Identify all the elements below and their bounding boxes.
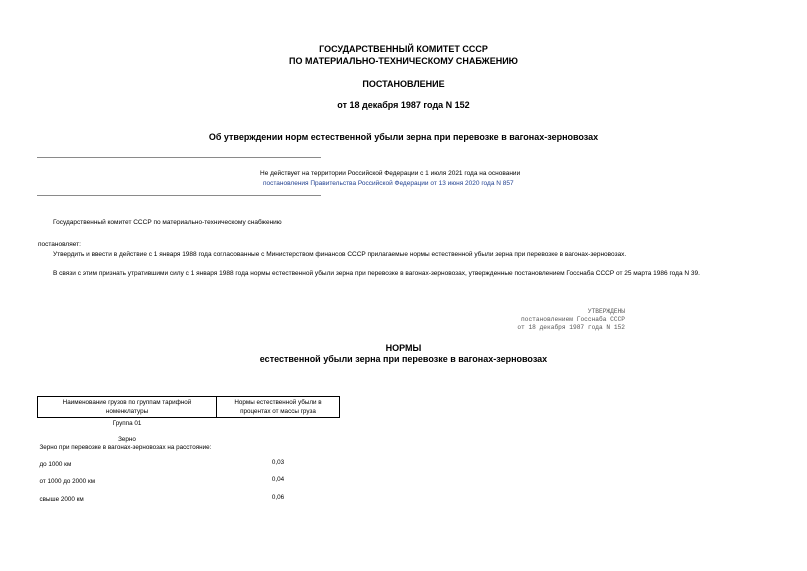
document-date-number: от 18 декабря 1987 года N 152 — [337, 100, 470, 110]
divider-bottom — [37, 195, 321, 196]
loss-value: 0,03 — [271, 458, 285, 466]
norms-subtitle: естественной убыли зерна при перевозке в вагонах-зерновозах — [259, 354, 548, 364]
document-type: ПОСТАНОВЛЕНИЕ — [362, 79, 445, 89]
category-description: Зерно при перевозке в вагонах-зерновозах на расстояние: — [39, 444, 212, 451]
distance-label: до 1000 км — [39, 460, 72, 468]
validity-notice: Не действует на территории Российской Федерации с 1 июля 2021 года на основании — [260, 170, 521, 177]
issuer-line-1: ГОСУДАРСТВЕННЫЙ КОМИТЕТ СССР — [319, 44, 488, 54]
table-row — [38, 469, 340, 487]
paragraph-approve: Утвердить и ввести в действие с 1 января 1988 года согласованные с Министерством финансов СССР прилагаемые нормы естественной убыли зерна при перевозке в вагонах-зерновозах. — [53, 251, 627, 258]
table-row — [38, 487, 340, 505]
group-label: Группа 01 — [112, 420, 142, 427]
issuer-line-2: ПО МАТЕРИАЛЬНО-ТЕХНИЧЕСКОМУ СНАБЖЕНИЮ — [289, 56, 518, 66]
loss-value: 0,06 — [271, 493, 285, 501]
category-label: Зерно — [118, 435, 136, 443]
approval-line-3: от 18 декабря 1987 года N 152 — [517, 324, 625, 331]
table-row — [38, 429, 340, 445]
header-loss-norm: Нормы естественной убыли в процентах от массы груза — [217, 397, 340, 418]
table-row — [38, 418, 340, 429]
table-header-row — [38, 397, 340, 418]
paragraph-repeal: В связи с этим признать утратившими силу с 1 января 1988 года нормы естественной убыли зерна при перевозке в вагонах-зерновозах, утвержденные постановлением Госснаба СССР от 25 марта 1986 года N 39. — [53, 270, 700, 277]
divider-top — [37, 157, 321, 158]
document-title: Об утверждении норм естественной убыли зерна при перевозке в вагонах-зерновозах — [208, 132, 599, 142]
validity-notice-link[interactable]: постановления Правительства Российской Федерации от 13 июня 2020 года N 857 — [263, 180, 514, 187]
table-row — [38, 453, 340, 470]
distance-label: свыше 2000 км — [39, 495, 84, 503]
header-cargo-name: Наименование грузов по группам тарифной номенклатуры — [38, 397, 217, 418]
approval-line-1: УТВЕРЖДЕНЫ — [587, 308, 625, 315]
norms-title: НОРМЫ — [385, 343, 422, 353]
table-row — [38, 444, 340, 453]
distance-label: от 1000 до 2000 км — [39, 478, 96, 485]
paragraph-resolves: постановляет: — [38, 241, 81, 248]
paragraph-issuer: Государственный комитет СССР по материально-техническому снабжению — [53, 219, 282, 226]
loss-value: 0,04 — [271, 476, 285, 483]
approval-line-2: постановлением Госснаба СССР — [521, 316, 625, 323]
norms-table — [37, 396, 340, 504]
